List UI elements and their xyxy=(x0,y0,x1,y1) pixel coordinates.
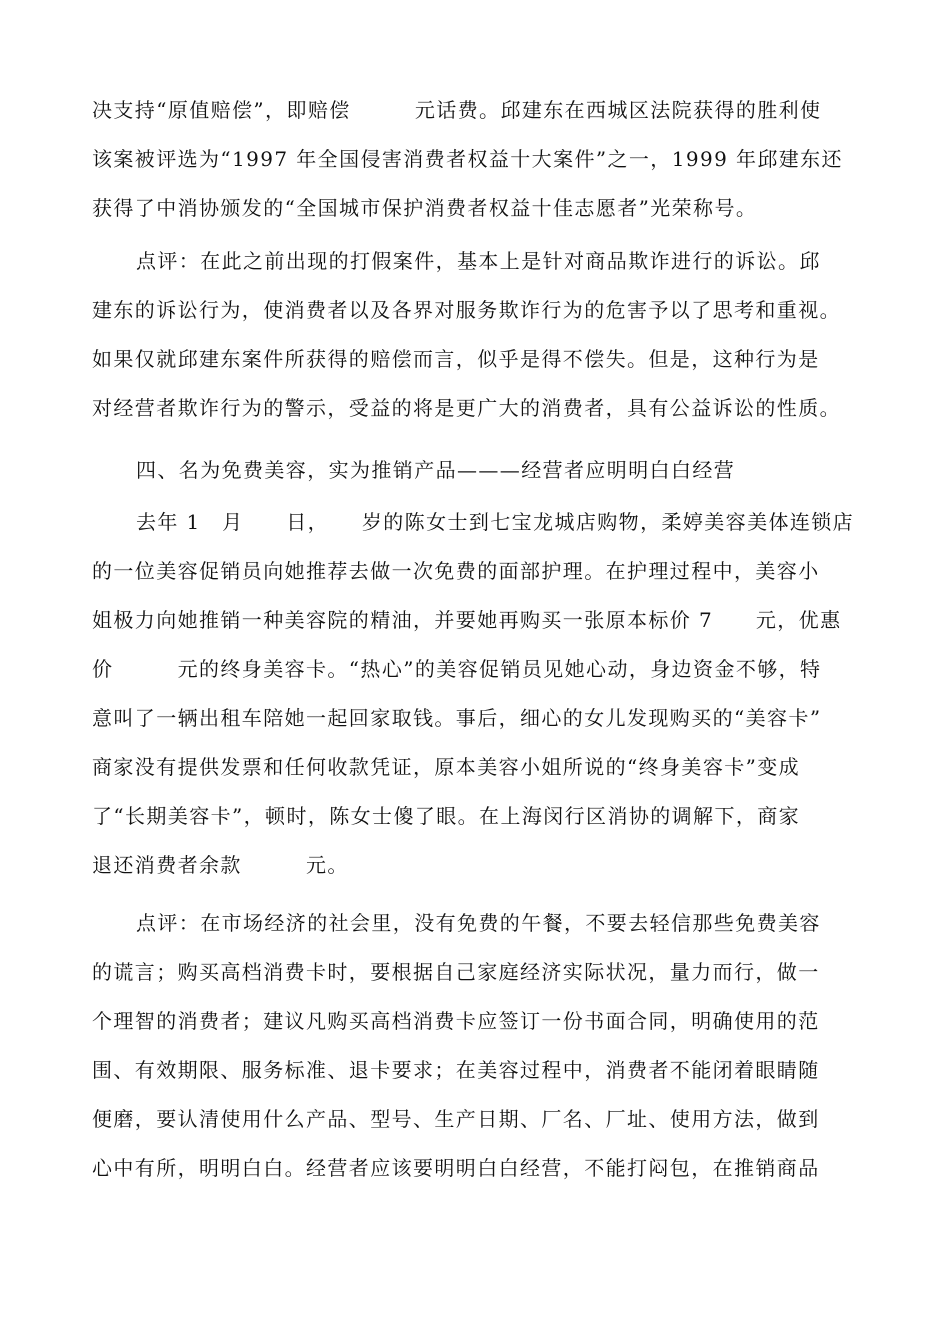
text-line: 点评：在市场经济的社会里，没有免费的午餐，不要去轻信那些免费美容 xyxy=(136,911,821,935)
text-line: 对经营者欺诈行为的警示，受益的将是更广大的消费者，具有公益诉讼的性质。 xyxy=(92,396,841,420)
text-line: 如果仅就邱建东案件所获得的赔偿而言，似乎是得不偿失。但是，这种行为是 xyxy=(92,347,820,371)
text-line: 该案被评选为“1997 年全国侵害消费者权益十大案件”之一，1999 年邱建东还 xyxy=(92,147,843,171)
text-line: 决支持“原值赔偿”，即赔偿 元话费。邱建东在西城区法院获得的胜利使 xyxy=(92,98,822,122)
text-line: 的谎言；购买高档消费卡时，要根据自己家庭经济实际状况，量力而行，做一 xyxy=(92,960,820,984)
text-line: 退还消费者余款 元。 xyxy=(92,853,349,877)
text-line: 的一位美容促销员向她推荐去做一次免费的面部护理。在护理过程中，美容小 xyxy=(92,559,820,583)
text-line: 意叫了一辆出租车陪她一起回家取钱。事后，细心的女儿发现购买的“美容卡” xyxy=(92,706,822,730)
text-line: 获得了中消协颁发的“全国城市保护消费者权益十佳志愿者”光荣称号。 xyxy=(92,196,758,220)
text-line: 便磨，要认清使用什么产品、型号、生产日期、厂名、厂址、使用方法，做到 xyxy=(92,1107,820,1131)
text-line: 姐极力向她推销一种美容院的精油，并要她再购买一张原本标价 7 元，优惠 xyxy=(92,608,842,632)
text-line: 去年 1 月 日， 岁的陈女士到七宝龙城店购物，柔婷美容美体连锁店 xyxy=(136,510,855,534)
text-line: 点评：在此之前出现的打假案件，基本上是针对商品欺诈进行的诉讼。邱 xyxy=(136,249,821,273)
section-heading: 四、名为免费美容，实为推销产品———经营者应明明白白经营 xyxy=(136,458,736,482)
text-line: 心中有所，明明白白。经营者应该要明明白白经营，不能打闷包，在推销商品 xyxy=(92,1156,820,1180)
text-line: 个理智的消费者；建议凡购买高档消费卡应签订一份书面合同，明确使用的范 xyxy=(92,1009,820,1033)
text-line: 建东的诉讼行为，使消费者以及各界对服务欺诈行为的危害予以了思考和重视。 xyxy=(92,298,841,322)
text-line: 了“长期美容卡”，顿时，陈女士傻了眼。在上海闵行区消协的调解下，商家 xyxy=(92,804,801,828)
text-line: 商家没有提供发票和任何收款凭证，原本美容小姐所说的“终身美容卡”变成 xyxy=(92,755,801,779)
text-line: 围、有效期限、服务标准、退卡要求；在美容过程中，消费者不能闭着眼睛随 xyxy=(92,1058,820,1082)
text-line: 价 元的终身美容卡。“热心”的美容促销员见她心动，身边资金不够，特 xyxy=(92,657,822,681)
